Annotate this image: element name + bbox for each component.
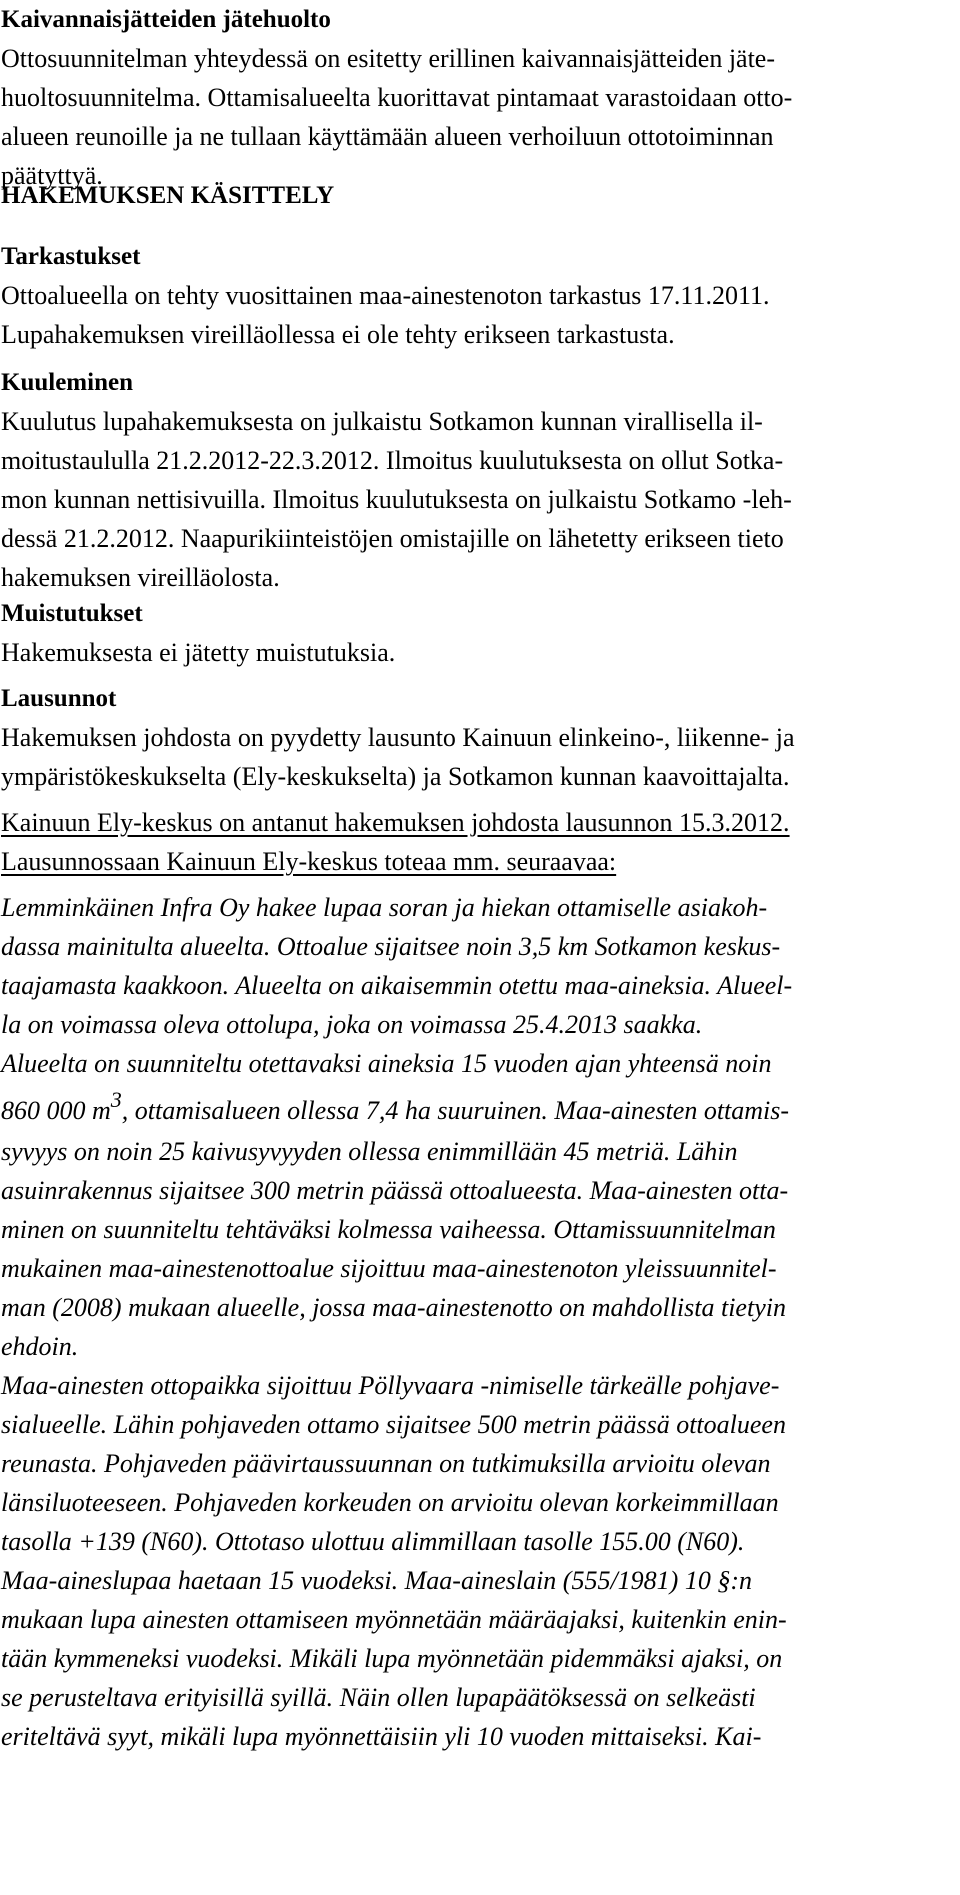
quote-line: tasolla +139 (N60). Ottotaso ulottuu alimmillaan tasolle 155.00 (N60). xyxy=(1,1527,745,1556)
paragraph-line: Lupahakemuksen vireilläollessa ei ole tehty erikseen tarkastusta. xyxy=(1,320,675,349)
section-heading: Tarkastukset xyxy=(1,243,141,270)
quote-line: mukaan lupa ainesten ottamiseen myönnetään määräajaksi, kuitenkin enin- xyxy=(1,1605,787,1634)
paragraph-line: moitustaululla 21.2.2012-22.3.2012. Ilmoitus kuulutuksesta on ollut Sotka- xyxy=(1,446,784,475)
quote-line: mukainen maa-ainestenottoalue sijoittuu maa-ainestenoton yleissuunnitel- xyxy=(1,1254,777,1283)
section-heading: Kuuleminen xyxy=(1,369,133,396)
quote-line: se perusteltava erityisillä syillä. Näin ollen lupapäätöksessä on selkeästi xyxy=(1,1683,756,1712)
section-hearing xyxy=(0,363,960,597)
section-statements xyxy=(0,679,960,796)
statement-summary xyxy=(0,803,960,881)
quote-line: asuinrakennus sijaitsee 300 metrin päässä ottoalueesta. Maa-ainesten otta- xyxy=(1,1176,789,1205)
quote-line: ehdoin. xyxy=(1,1332,79,1361)
section-reminders xyxy=(0,594,960,672)
quote-line-volume xyxy=(0,1083,960,1132)
paragraph-line: alueen reunoille ja ne tullaan käyttämään alueen verhoiluun ottotoiminnan xyxy=(1,122,774,151)
quote-line: eriteltävä syyt, mikäli lupa myönnettäisiin yli 10 vuoden mittaiseksi. Kai- xyxy=(1,1722,762,1751)
quote-line: taajamasta kaakkoon. Alueelta on aikaisemmin otettu maa-aineksia. Alueel- xyxy=(1,971,793,1000)
section-processing xyxy=(0,176,960,215)
paragraph-line: päätyttyä. xyxy=(1,161,103,190)
main-heading: HAKEMUKSEN KÄSITTELY xyxy=(1,182,335,209)
quote-line: sialueelle. Lähin pohjaveden ottamo sijaitsee 500 metrin päässä ottoalueen xyxy=(1,1410,786,1439)
section-heading: Muistutukset xyxy=(1,600,143,627)
paragraph-line: Ottoalueella on tehty vuosittainen maa-ainestenoton tarkastus 17.11.2011. xyxy=(1,281,770,310)
quote-line: man (2008) mukaan alueelle, jossa maa-ainestenotto on mahdollista tietyin xyxy=(1,1293,786,1322)
quoted-statement xyxy=(0,888,960,1756)
paragraph-line: Ottosuunnitelman yhteydessä on esitetty erillinen kaivannaisjätteiden jäte- xyxy=(1,44,776,73)
volume-amount: 860 000 m xyxy=(1,1096,111,1125)
paragraph-line: ympäristökeskukselta (Ely-keskukselta) ja Sotkamon kunnan kaavoittajalta. xyxy=(1,762,790,791)
section-heading: Kaivannaisjätteiden jätehuolto xyxy=(1,6,331,33)
quote-line: syvyys on noin 25 kaivusyvyyden ollessa enimmillään 45 metriä. Lähin xyxy=(1,1137,738,1166)
quote-line: tään kymmeneksi vuodeksi. Mikäli lupa myönnetään pidemmäksi ajaksi, on xyxy=(1,1644,783,1673)
quote-line: Maa-ainesten ottopaikka sijoittuu Pöllyvaara -nimiselle tärkeälle pohjave- xyxy=(1,1371,780,1400)
section-heading: Lausunnot xyxy=(1,685,117,712)
quote-line: reunasta. Pohjaveden päävirtaussuunnan on tutkimuksilla arvioitu olevan xyxy=(1,1449,771,1478)
paragraph-line: Hakemuksen johdosta on pyydetty lausunto Kainuun elinkeino-, liikenne- ja xyxy=(1,723,795,752)
underlined-line: Kainuun Ely-keskus on antanut hakemuksen johdosta lausunnon 15.3.2012. xyxy=(1,808,790,837)
quote-line: la on voimassa oleva ottolupa, joka on voimassa 25.4.2013 saakka. xyxy=(1,1010,703,1039)
quote-line: Lemminkäinen Infra Oy hakee lupaa soran ja hiekan ottamiselle asiakoh- xyxy=(1,893,768,922)
section-inspections xyxy=(0,237,960,354)
underlined-line: Lausunnossaan Kainuun Ely-keskus toteaa mm. seuraavaa: xyxy=(1,847,617,876)
paragraph-line: Kuulutus lupahakemuksesta on julkaistu Sotkamon kunnan virallisella il- xyxy=(1,407,763,436)
section-waste xyxy=(0,0,960,195)
paragraph-line: Hakemuksesta ei jätetty muistutuksia. xyxy=(1,638,396,667)
paragraph-line: mon kunnan nettisivuilla. Ilmoitus kuulutuksesta on julkaistu Sotkamo -leh- xyxy=(1,485,792,514)
paragraph-line: dessä 21.2.2012. Naapurikiinteistöjen omistajille on lähetetty erikseen tieto xyxy=(1,524,784,553)
quote-line: dassa mainitulta alueelta. Ottoalue sijaitsee noin 3,5 km Sotkamon keskus- xyxy=(1,932,781,961)
quote-line: minen on suunniteltu tehtäväksi kolmessa vaiheessa. Ottamissuunnitelman xyxy=(1,1215,776,1244)
volume-rest: , ottamisalueen ollessa 7,4 ha suuruinen. Maa-ainesten ottamis- xyxy=(121,1096,790,1125)
quote-line: Maa-aineslupaa haetaan 15 vuodeksi. Maa-aineslain (555/1981) 10 §:n xyxy=(1,1566,752,1595)
paragraph-line: huoltosuunnitelma. Ottamisalueelta kuorittavat pintamaat varastoidaan otto- xyxy=(1,83,793,112)
paragraph-line: hakemuksen vireilläolosta. xyxy=(1,563,280,592)
quote-line: länsiluoteeseen. Pohjaveden korkeuden on arvioitu olevan korkeimmillaan xyxy=(1,1488,779,1517)
volume-superscript: 3 xyxy=(110,1087,122,1112)
quote-line: Alueelta on suunniteltu otettavaksi aineksia 15 vuoden ajan yhteensä noin xyxy=(1,1049,772,1078)
